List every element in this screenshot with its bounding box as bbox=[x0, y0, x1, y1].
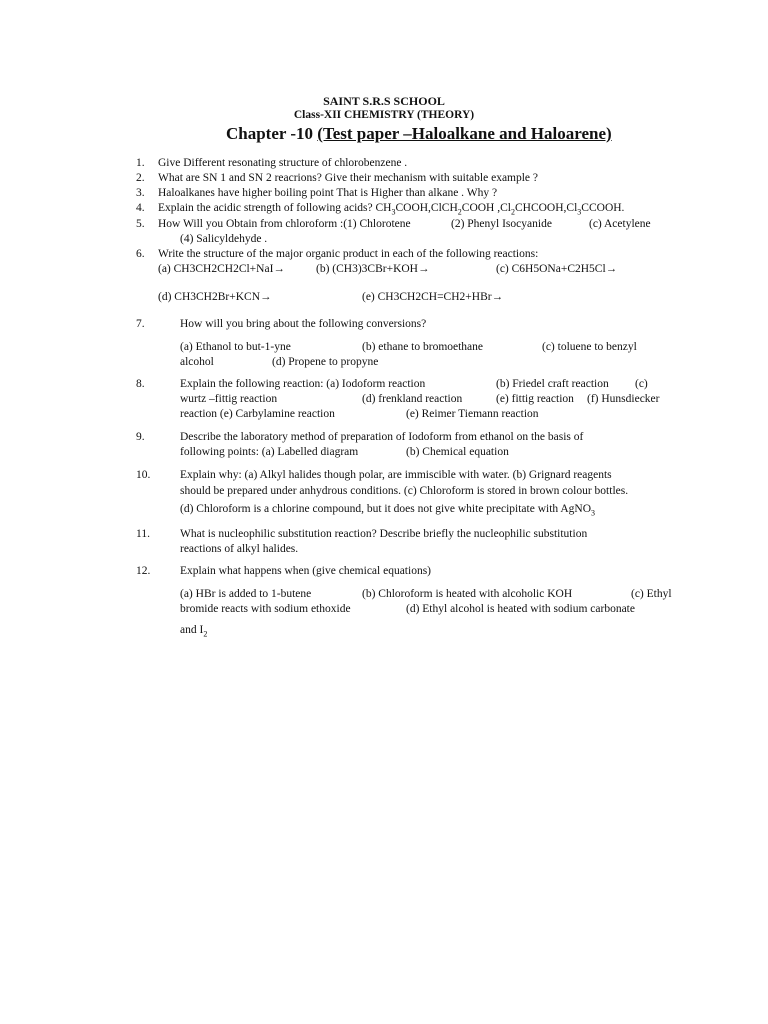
q7-option-b: (b) ethane to bromoethane bbox=[362, 341, 484, 353]
q5-option-2: (2) Phenyl Isocyanide bbox=[451, 218, 552, 230]
q8-option-c: (c) bbox=[635, 378, 648, 390]
q8-text: Explain the following reaction: (a) Iodoform reaction bbox=[180, 378, 426, 390]
q9-number: 9. bbox=[136, 431, 145, 443]
school-name: SAINT S.R.S SCHOOL bbox=[323, 94, 445, 108]
q4-number: 4. bbox=[136, 202, 145, 214]
q6-number: 6. bbox=[136, 248, 145, 260]
q9-text: Describe the laboratory method of preparation of Iodoform from ethanol on the basis of bbox=[180, 431, 584, 443]
q12-option-a: (a) HBr is added to 1-butene bbox=[180, 588, 312, 600]
chapter-title: (Test paper –Haloalkane and Haloarene) bbox=[317, 124, 612, 143]
q6-reaction-b: (b) (CH3)3CBr+KOH→ bbox=[316, 263, 430, 275]
q8-option-c-cont: wurtz –fittig reaction bbox=[180, 393, 278, 405]
q10-line-2: should be prepared under anhydrous conditions. (c) Chloroform is stored in brown colour bottles. bbox=[180, 485, 629, 497]
q10-number: 10. bbox=[136, 469, 151, 481]
q7-text: How will you bring about the following conversions? bbox=[180, 318, 427, 330]
q7-number: 7. bbox=[136, 318, 145, 330]
q7-option-d: (d) Propene to propyne bbox=[272, 356, 379, 368]
q12-number: 12. bbox=[136, 565, 151, 577]
q10-line-3: (d) Chloroform is a chlorine compound, but it does not give white precipitate with AgNO$_3$ bbox=[180, 503, 596, 518]
q5-number: 5. bbox=[136, 218, 145, 230]
q5-text: How Will you Obtain from chloroform :(1) Chlorotene bbox=[158, 218, 411, 230]
q3-number: 3. bbox=[136, 187, 145, 199]
q7-option-a: (a) Ethanol to but-1-yne bbox=[180, 341, 291, 353]
q8-option-f: (f) Hunsdiecker bbox=[587, 393, 660, 405]
q9-option-b: (b) Chemical equation bbox=[406, 446, 509, 458]
q1-number: 1. bbox=[136, 157, 145, 169]
q12-text: Explain what happens when (give chemical equations) bbox=[180, 565, 432, 577]
q1-text: Give Different resonating structure of chlorobenzene . bbox=[158, 157, 408, 169]
class-line: Class-XII CHEMISTRY (THEORY) bbox=[293, 109, 475, 121]
q7-option-c: (c) toluene to benzyl bbox=[542, 341, 637, 353]
q9-line-2: following points: (a) Labelled diagram bbox=[180, 446, 359, 458]
q11-number: 11. bbox=[136, 528, 150, 540]
q12-option-c-cont: bromide reacts with sodium ethoxide bbox=[180, 603, 351, 615]
q6-text: Write the structure of the major organic product in each of the following reactions: bbox=[158, 248, 539, 260]
q6-reaction-c: (c) C6H5ONa+C2H5Cl→ bbox=[496, 263, 618, 275]
q11-text: What is nucleophilic substitution reaction? Describe briefly the nucleophilic substitution bbox=[180, 528, 588, 540]
q7-option-c-cont: alcohol bbox=[180, 356, 214, 368]
q12-option-c: (c) Ethyl bbox=[631, 588, 672, 600]
chapter-heading bbox=[226, 124, 612, 144]
q8-number: 8. bbox=[136, 378, 145, 390]
q8-option-f-cont: reaction (e) Carbylamine reaction bbox=[180, 408, 335, 420]
q6-reaction-a: (a) CH3CH2CH2Cl+NaI→ bbox=[158, 263, 285, 275]
q11-line-2: reactions of alkyl halides. bbox=[180, 543, 299, 555]
q8-option-g: (e) Reimer Tiemann reaction bbox=[406, 408, 539, 420]
q6-reaction-d: (d) CH3CH2Br+KCN→ bbox=[158, 291, 272, 303]
q5-option-3: (c) Acetylene bbox=[589, 218, 651, 230]
q5-option-4: (4) Salicyldehyde . bbox=[180, 233, 268, 245]
q4-text: Explain the acidic strength of following acids? $CH_3COOH,ClCH_2COOH$ $,Cl_2CHCOOH,Cl_3CCOOH$. bbox=[158, 202, 625, 217]
q8-option-d: (d) frenkland reaction bbox=[362, 393, 463, 405]
q2-text: What are SN 1 and SN 2 reacrions? Give their mechanism with suitable example ? bbox=[158, 172, 539, 184]
q3-text: Haloalkanes have higher boiling point That is Higher than alkane . Why ? bbox=[158, 187, 498, 199]
q8-option-e: (e) fittig reaction bbox=[496, 393, 574, 405]
q12-option-d: (d) Ethyl alcohol is heated with sodium carbonate bbox=[406, 603, 635, 615]
q8-option-b: (b) Friedel craft reaction bbox=[496, 378, 609, 390]
q12-option-b: (b) Chloroform is heated with alcoholic KOH bbox=[362, 588, 573, 600]
q6-reaction-e: (e) CH3CH2CH=CH2+HBr→ bbox=[362, 291, 504, 303]
q10-text: Explain why: (a) Alkyl halides though polar, are immiscible with water. (b) Grignard reagents bbox=[180, 469, 612, 481]
chapter-prefix: Chapter -10 bbox=[226, 124, 318, 143]
q12-last-line: and $I_2$ bbox=[180, 624, 208, 639]
q2-number: 2. bbox=[136, 172, 145, 184]
